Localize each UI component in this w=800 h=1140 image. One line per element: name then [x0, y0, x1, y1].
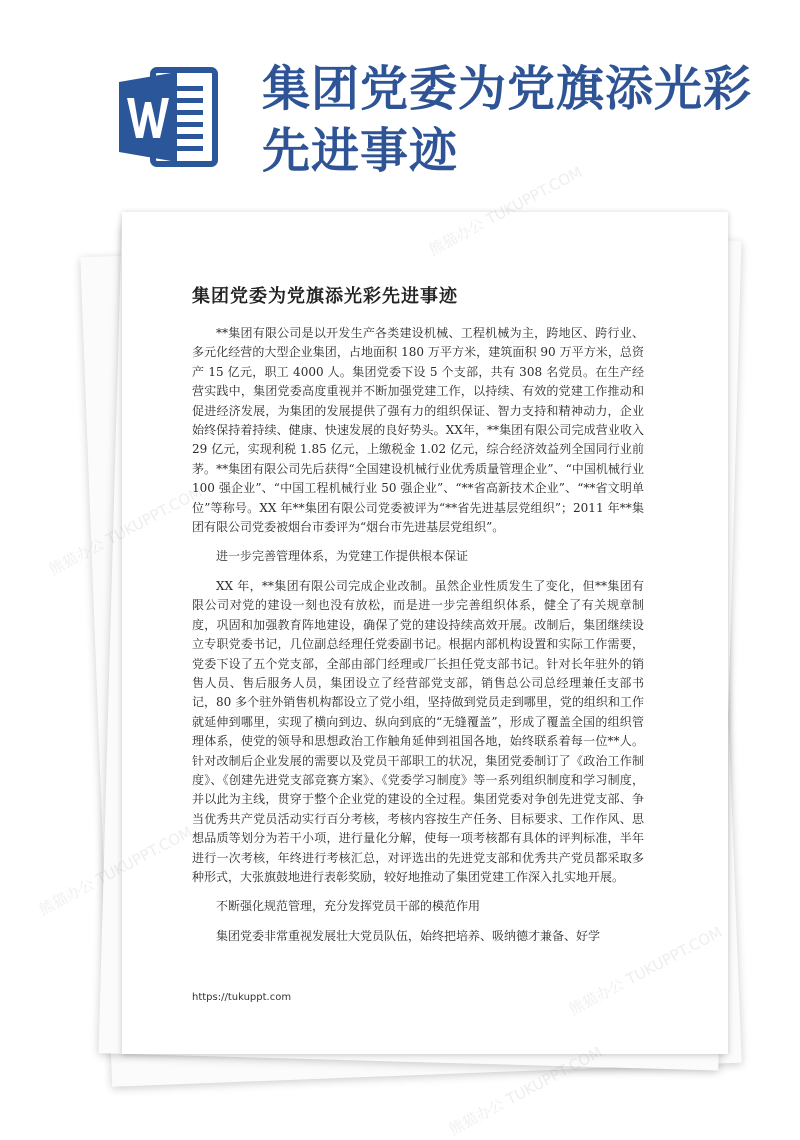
header — [0, 0, 800, 200]
paragraph-party-members: 集团党委非常重视发展壮大党员队伍，始终把培养、吸纳德才兼备、好学 — [216, 928, 601, 943]
section-heading-2: 不断强化规范管理，充分发挥党员干部的模范作用 — [216, 899, 481, 914]
document-body — [192, 324, 644, 954]
watermark: 熊猫办公 TUKUPPT.COM — [446, 1042, 606, 1139]
header-title: 集团党委为党旗添光彩先进事迹 — [262, 61, 753, 179]
paragraph-intro: **集团有限公司是以开发生产各类建设机械、工程机械为主，跨地区、跨行业、多元化经营的大型企业集团，占地面积 180 万平方米，建筑面积 90 万平方米，总资产 15 亿元，职工 4000 人。集团党委下设 5 个支部，共有 308 名党员。在生产经营实践中，集团党委高度重视并不断加强党建工作，以持续、有效的党建工作推动和促进经济发展，为集团的发展提供了强有力的组织保证、智力支持和精神动力，企业始终保持着持续、健康、快速发展的良好势头。XX年，**集团有限公司完成营业收入 29 亿元，实现利税 1.85 亿元，上缴税金 1.02 亿元，综合经济效益列全国同行业前茅。**集团有限公司先后获得“全国建设机械行业优秀质量管理企业”、“中国机械行业 100 强企业”、“中国工程机械行业 50 强企业”、“**省高新技术企业”、“**省文明单位”等称号。XX 年**集团有限公司党委被评为“**省先进基层党组织”；2011 年**集团有限公司党委被烟台市委评为“烟台市先进基层党组织”。 — [192, 326, 644, 535]
watermark: 熊猫办公 — [36, 874, 98, 919]
watermark: 熊猫办公 TUKUPPT.COM — [426, 162, 586, 259]
section-heading-1: 进一步完善管理体系，为党建工作提供根本保证 — [216, 549, 469, 564]
watermark: 熊猫办公 — [46, 534, 108, 579]
document-page — [122, 212, 728, 1054]
document-title: 集团党委为党旗添光彩先进事迹 — [192, 286, 458, 307]
word-document-icon — [115, 62, 225, 172]
paragraph-management: XX 年，**集团有限公司完成企业改制。虽然企业性质发生了变化，但**集团有限公司对党的建设一刻也没有放松，而是进一步完善组织体系，健全了有关规章制度，巩固和加强教育阵地建设，确保了党的建设持续高效开展。改制后，集团继续设立专职党委书记，几位副总经理任党委副书记。根据内部机构设置和实际工作需要，党委下设了五个党支部，全部由部门经理或厂长担任党支部书记。针对长年驻外的销售人员、售后服务人员，集团设立了经营部党支部，销售总公司总经理兼任支部书记，80 多个驻外销售机构都设立了党小组，坚持做到党员走到哪里，党的组织和工作就延伸到哪里，实现了横向到边、纵向到底的“无缝覆盖”，形成了覆盖全国的组织管理体系，使党的领导和思想政治工作触角延伸到祖国各地，始终联系着每一位**人。针对改制后企业发展的需要以及党员干部职工的状况，集团党委制订了《政治工作制度》、《创建先进党支部竞赛方案》、《党委学习制度》等一系列组织制度和学习制度，并以此为主线，贯穿于整个企业党的建设的全过程。集团党委对争创先进党支部、争当优秀共产党员活动实行百分考核，考核内容按生产任务、目标要求、工作作风、思想品质等划分为若干小项，进行量化分解，使每一项考核都有具体的评判标准，半年进行一次考核，年终进行考核汇总，对评选出的先进党支部和优秀共产党员都采取多种形式，大张旗鼓地进行表彰奖励，较好地推动了集团党建工作深入扎实地开展。 — [192, 578, 644, 884]
footer-url: https://tukuppt.com — [192, 992, 292, 1003]
